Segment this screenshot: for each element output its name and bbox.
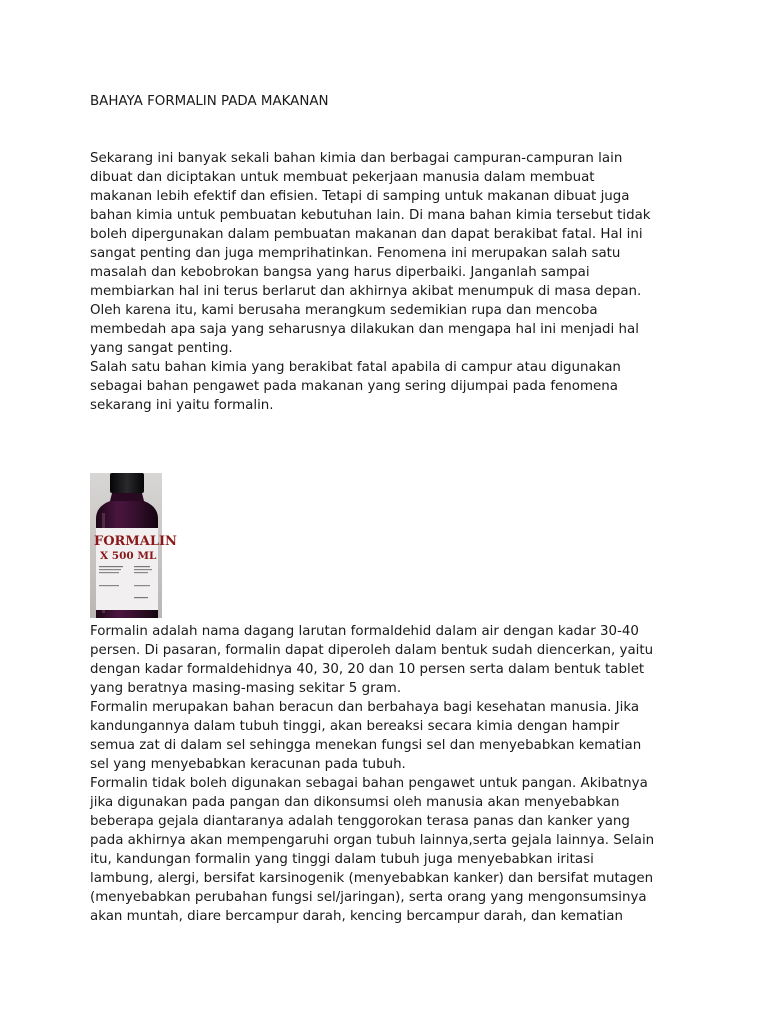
text-line: lambung, alergi, bersifat karsinogenik (menyebabkan kanker) dan bersifat mutagen bbox=[90, 871, 654, 886]
text-line: sel yang menyebabkan keracunan pada tubuh. bbox=[90, 757, 406, 772]
body-paragraph bbox=[90, 622, 690, 926]
text-line: membedah apa saja yang seharusnya dilakukan dan mengapa hal ini menjadi hal bbox=[90, 322, 639, 337]
text-line: masalah dan kebobrokan bangsa yang harus diperbaiki. Janganlah sampai bbox=[90, 265, 590, 280]
text-line: Salah satu bahan kimia yang berakibat fatal apabila di campur atau digunakan bbox=[90, 360, 621, 375]
text-line: sebagai bahan pengawet pada makanan yang sering dijumpai pada fenomena bbox=[90, 379, 618, 394]
text-line: Formalin adalah nama dagang larutan formaldehid dalam air dengan kadar 30-40 bbox=[90, 624, 639, 639]
text-line: bahan kimia untuk pembuatan kebutuhan lain. Di mana bahan kimia tersebut tidak bbox=[90, 208, 651, 223]
text-line: makanan lebih efektif dan efisien. Tetapi di samping untuk makanan dibuat juga bbox=[90, 189, 630, 204]
text-line: dengan kadar formaldehidnya 40, 30, 20 dan 10 persen serta dalam bentuk tablet bbox=[90, 662, 645, 677]
text-line: Formalin tidak boleh digunakan sebagai bahan pengawet untuk pangan. Akibatnya bbox=[90, 776, 648, 791]
text-line: semua zat di dalam sel sehingga menekan fungsi sel dan menyebabkan kematian bbox=[90, 738, 642, 753]
label-text-volume: X 500 ML bbox=[100, 550, 157, 562]
text-line: yang sangat penting. bbox=[90, 341, 233, 356]
text-line: membiarkan hal ini terus berlarut dan akhirnya akibat menumpuk di masa depan. bbox=[90, 284, 642, 299]
document-title: BAHAYA FORMALIN PADA MAKANAN bbox=[90, 94, 329, 109]
text-line: jika digunakan pada pangan dan dikonsumsi oleh manusia akan menyebabkan bbox=[90, 795, 620, 810]
text-line: sangat penting dan juga memprihatinkan. Fenomena ini merupakan salah satu bbox=[90, 246, 621, 261]
text-line: beberapa gejala diantaranya adalah tenggorokan terasa panas dan kanker yang bbox=[90, 814, 630, 829]
text-line: pada akhirnya akan mempengaruhi organ tubuh lainnya,serta gejala lainnya. Selain bbox=[90, 833, 655, 848]
text-line: akan muntah, diare bercampur darah, kencing bercampur darah, dan kematian bbox=[90, 909, 623, 924]
text-line: Sekarang ini banyak sekali bahan kimia dan berbagai campuran-campuran lain bbox=[90, 151, 623, 166]
text-line: sekarang ini yaitu formalin. bbox=[90, 398, 274, 413]
formalin-bottle-photo bbox=[90, 473, 177, 618]
text-line: boleh dipergunakan dalam pembuatan makanan dan dapat berakibat fatal. Hal ini bbox=[90, 227, 643, 242]
text-line: dibuat dan diciptakan untuk membuat pekerjaan manusia dalam membuat bbox=[90, 170, 595, 185]
label-text-formalin: FORMALIN bbox=[94, 534, 177, 549]
text-line: Oleh karena itu, kami berusaha merangkum sedemikian rupa dan mencoba bbox=[90, 303, 598, 318]
text-line: kandungannya dalam tubuh tinggi, akan bereaksi secara kimia dengan hampir bbox=[90, 719, 620, 734]
text-line: itu, kandungan formalin yang tinggi dalam tubuh juga menyebabkan iritasi bbox=[90, 852, 594, 867]
intro-paragraph bbox=[90, 149, 690, 415]
text-line: Formalin merupakan bahan beracun dan berbahaya bagi kesehatan manusia. Jika bbox=[90, 700, 640, 715]
text-line: persen. Di pasaran, formalin dapat diperoleh dalam bentuk sudah diencerkan, yaitu bbox=[90, 643, 654, 658]
text-line: (menyebabkan perubahan fungsi sel/jaringan), serta orang yang mengonsumsinya bbox=[90, 890, 647, 905]
text-line: yang beratnya masing-masing sekitar 5 gram. bbox=[90, 681, 402, 696]
